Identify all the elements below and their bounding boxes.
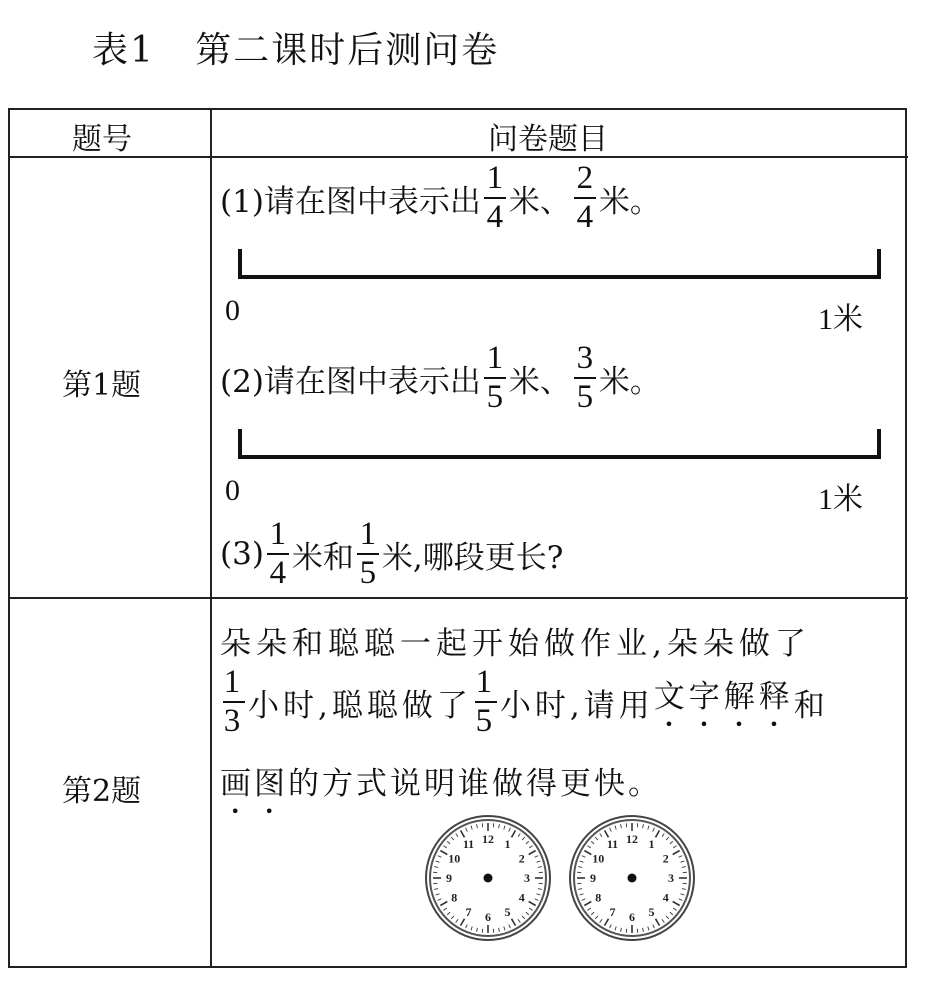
- clock-number: 4: [662, 890, 669, 905]
- clock-number: 7: [609, 904, 616, 919]
- row-label-1: 第1题: [62, 368, 142, 403]
- clock-number: 10: [592, 851, 605, 866]
- numerator: 1: [475, 664, 497, 700]
- denominator: 5: [359, 555, 377, 591]
- fraction: [484, 342, 506, 414]
- question-text: (3): [220, 536, 264, 572]
- question-text: 米。: [598, 183, 661, 220]
- question-text: 小时,聪聪做了: [248, 687, 472, 724]
- clock-number: 6: [629, 910, 635, 924]
- clock-number: 12: [482, 832, 494, 846]
- question-text: (2)请在图中表示出: [220, 363, 481, 400]
- clock-number: 9: [446, 871, 452, 885]
- numerator: 1: [486, 340, 504, 376]
- denominator: 4: [486, 199, 504, 235]
- clock-number: 1: [504, 837, 511, 852]
- clock-number: 11: [462, 837, 475, 852]
- clock-center: [628, 874, 637, 883]
- emphasized-text: 画图: [220, 766, 288, 802]
- question-2-line-1: 朵朵和聪聪一起开始做作业,朵朵做了: [220, 626, 811, 662]
- fraction: [574, 162, 596, 234]
- numerator: 1: [269, 516, 287, 552]
- clock-number: 6: [485, 910, 491, 924]
- fraction: [475, 666, 497, 738]
- question-text: 米,哪段更长?: [381, 539, 564, 576]
- row-divider: [8, 597, 908, 599]
- number-line-2: [238, 429, 881, 459]
- number-line-start: 0: [225, 294, 240, 327]
- row-label-2: 第2题: [62, 774, 142, 809]
- question-1-part-3: [220, 518, 563, 590]
- numerator: 1: [359, 516, 377, 552]
- clock-center: [484, 874, 493, 883]
- question-2-line-2: [220, 666, 829, 738]
- question-1-part-1: [220, 162, 661, 234]
- clock-number: 3: [524, 871, 530, 885]
- question-text: (1)请在图中表示出: [220, 183, 481, 220]
- denominator: 4: [269, 555, 287, 591]
- emphasized-text: 文字解释: [653, 678, 794, 715]
- question-text: 米、: [508, 183, 571, 220]
- clock-number: 7: [465, 904, 472, 919]
- question-1-part-2: [220, 342, 661, 414]
- column-divider: [210, 108, 212, 968]
- question-text: 米、: [508, 363, 571, 400]
- numerator: 1: [486, 160, 504, 196]
- clock-faces: [420, 812, 710, 947]
- fraction: [223, 666, 245, 738]
- number-line-end: 1米: [818, 483, 863, 516]
- number-line-end: 1米: [818, 303, 863, 336]
- denominator: 4: [576, 199, 594, 235]
- denominator: 3: [223, 703, 245, 739]
- fraction: [484, 162, 506, 234]
- clock-number: 3: [668, 871, 674, 885]
- numerator: 3: [576, 340, 594, 376]
- clock-number: 5: [504, 904, 511, 919]
- numerator: 2: [576, 160, 594, 196]
- fraction: [267, 518, 289, 590]
- clock-number: 4: [518, 890, 525, 905]
- clock-number: 8: [451, 890, 458, 905]
- clock-number: 2: [518, 851, 525, 866]
- number-line-1: [238, 249, 881, 279]
- clock-number: 2: [662, 851, 669, 866]
- clock-number: 12: [626, 832, 638, 846]
- question-text: 米。: [598, 363, 661, 400]
- clock-icon: [426, 816, 550, 940]
- denominator: 5: [475, 703, 497, 739]
- question-text: 小时,请用: [499, 687, 654, 724]
- question-text: 和: [793, 687, 829, 724]
- denominator: 5: [486, 379, 504, 415]
- number-line-start: 0: [225, 474, 240, 507]
- clock-number: 10: [448, 851, 461, 866]
- header-question: 问卷题目: [488, 122, 608, 157]
- clock-number: 11: [606, 837, 619, 852]
- header-divider: [8, 156, 908, 158]
- fraction: [357, 518, 379, 590]
- table-title: 表1 第二课时后测问卷: [92, 30, 500, 71]
- denominator: 5: [576, 379, 594, 415]
- fraction: [574, 342, 596, 414]
- question-text: 米和: [291, 539, 354, 576]
- header-number: 题号: [72, 122, 132, 157]
- clock-number: 8: [595, 890, 602, 905]
- question-text: 的方式说明谁做得更快。: [288, 766, 662, 802]
- clock-number: 9: [590, 871, 596, 885]
- clock-number: 1: [648, 837, 655, 852]
- clock-number: 5: [648, 904, 655, 919]
- numerator: 1: [223, 664, 245, 700]
- clock-icon: [570, 816, 694, 940]
